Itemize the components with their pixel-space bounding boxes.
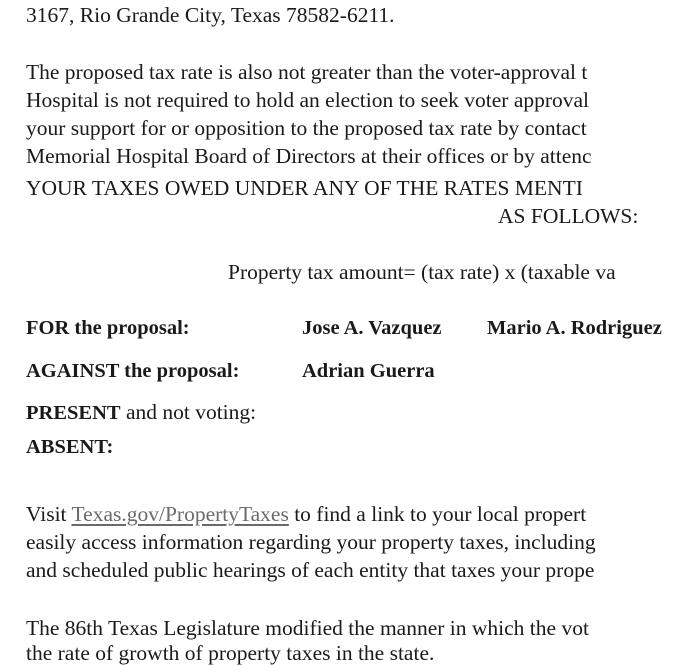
para1-line-4: Memorial Hospital Board of Directors at their offices or by attenc <box>26 144 592 168</box>
para1-line-2: Hospital is not required to hold an election to seek voter approval <box>26 88 590 112</box>
visit-line-1 <box>26 504 586 526</box>
visit-line-2: easily access information regarding your property taxes, including <box>26 530 596 554</box>
visit-line-3: and scheduled public hearings of each entity that taxes your prope <box>26 558 595 582</box>
para1-line-3: your support for or opposition to the proposed tax rate by contact <box>26 116 587 140</box>
for-label: FOR the proposal: <box>26 317 190 339</box>
tax-formula: Property tax amount= (tax rate) x (taxable va <box>228 260 616 284</box>
present-line <box>26 402 256 424</box>
visit-prefix: Visit <box>26 502 72 526</box>
against-voter: Adrian Guerra <box>302 360 435 382</box>
legislature-line-2: the rate of growth of property taxes in the state. <box>26 641 435 665</box>
absent-label: ABSENT: <box>26 436 114 458</box>
present-suffix: and not voting: <box>120 400 257 424</box>
as-follows: AS FOLLOWS: <box>498 204 639 228</box>
para1-line-1: The proposed tax rate is also not greater than the voter-approval t <box>26 60 588 84</box>
address-line: 3167, Rio Grande City, Texas 78582-6211. <box>26 3 395 27</box>
legislature-line-1: The 86th Texas Legislature modified the manner in which the vot <box>26 616 589 640</box>
present-label: PRESENT <box>26 402 121 424</box>
para1-line-5: YOUR TAXES OWED UNDER ANY OF THE RATES MENTI <box>26 176 583 200</box>
for-voter-1: Jose A. Vazquez <box>302 317 442 339</box>
property-taxes-link[interactable]: Texas.gov/PropertyTaxes <box>71 502 289 526</box>
against-label: AGAINST the proposal: <box>26 360 240 382</box>
for-voter-2: Mario A. Rodriguez <box>487 317 662 339</box>
visit-suffix: to find a link to your local propert <box>288 502 587 526</box>
